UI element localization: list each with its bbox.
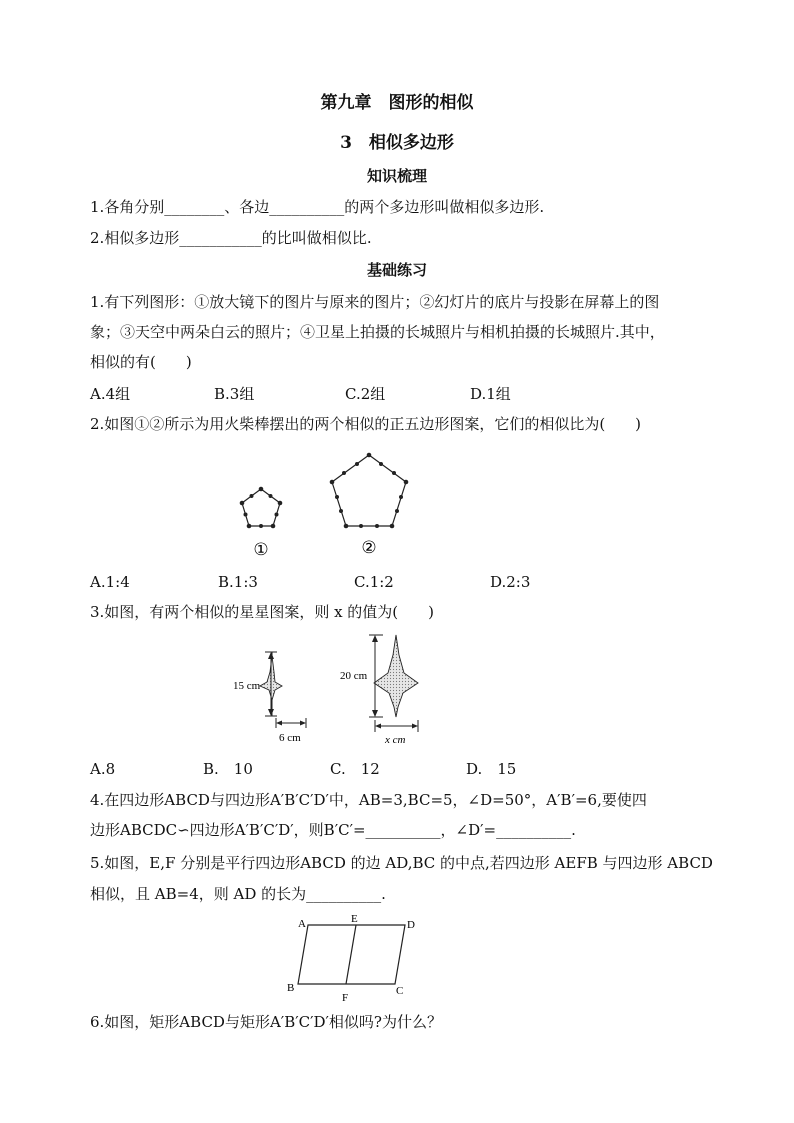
label-b: B (287, 982, 295, 994)
q2-option-b: B.1:3 (218, 573, 258, 591)
dimension-width-2 (375, 720, 418, 732)
dim-6cm: 6 cm (279, 732, 301, 744)
q6-text: 6.如图，矩形ABCD与矩形A′B′C′D′相似吗?为什么？ (90, 1013, 442, 1031)
q2-text: 2.如图①②所示为用火柴棒摆出的两个相似的正五边形图案，它们的相似比为( ) (90, 415, 642, 433)
pentagon-small (240, 487, 283, 529)
segment-ef (346, 925, 356, 984)
label-c: C (396, 985, 404, 997)
dimension-height-2 (369, 635, 383, 717)
dim-15cm: 15 cm (233, 680, 261, 692)
q3-text: 3.如图，有两个相似的星星图案，则 x 的值为( ) (90, 603, 435, 621)
q1-option-c: C.2组 (345, 385, 386, 403)
dim-xcm: x cm (385, 734, 406, 746)
q1-option-b: B.3组 (214, 385, 255, 403)
q1-option-d: D.1组 (470, 385, 511, 403)
label-e: E (351, 913, 358, 925)
q3-option-a: A.8 (90, 760, 116, 778)
q3-option-d: D. 15 (466, 760, 517, 778)
q1-option-a: A.4组 (90, 385, 131, 403)
pentagon-large (330, 453, 409, 529)
pentagon-figures (230, 455, 430, 565)
figure-label-2: ② (361, 538, 377, 557)
q1-line-2: 象；③天空中两朵白云的照片；④卫星上拍摄的长城照片与相机拍摄的长城照片.其中， (90, 323, 665, 341)
dimension-width-1 (276, 718, 306, 728)
chapter-title: 第九章 图形的相似 (320, 93, 474, 113)
q5-line-1: 5.如图，E,F 分别是平行四边形ABCD 的边 AD,BC 的中点,若四边形 AEFB 与四边形 ABCD (90, 854, 713, 872)
knowledge-item-1: 1.各角分别________、各边__________的两个多边形叫做相似多边形. (90, 198, 545, 216)
knowledge-item-2: 2.相似多边形___________的比叫做相似比. (90, 229, 372, 247)
q4-line-1: 4.在四边形ABCD与四边形A′B′C′D′中，AB=3,BC=5，∠D=50°，A′B′=6,要使四 (90, 791, 647, 809)
star-figures (230, 635, 440, 747)
section-title: 3 相似多边形 (340, 133, 454, 153)
star-large (374, 635, 418, 717)
q3-option-c: C. 12 (330, 760, 380, 778)
q2-option-d: D.2:3 (490, 573, 531, 591)
parallelogram-figure (285, 913, 420, 1005)
q1-line-3: 相似的有( ) (90, 353, 192, 371)
q4-line-2: 边形ABCDC∽四边形A′B′C′D′，则B′C′=__________，∠D′=__________. (90, 821, 576, 839)
dim-20cm: 20 cm (340, 670, 368, 682)
q2-option-c: C.1:2 (354, 573, 394, 591)
figure-label-1: ① (253, 540, 269, 559)
label-d: D (407, 919, 415, 931)
q3-option-b: B. 10 (203, 760, 253, 778)
label-a: A (298, 918, 306, 930)
basics-heading: 基础练习 (366, 261, 427, 279)
q1-line-1: 1.有下列图形：①放大镜下的图片与原来的图片；②幻灯片的底片与投影在屏幕上的图 (90, 293, 660, 311)
label-f: F (342, 992, 349, 1004)
knowledge-heading: 知识梳理 (366, 167, 427, 185)
q2-option-a: A.1:4 (90, 573, 130, 591)
q5-line-2: 相似，且 AB=4，则 AD 的长为__________. (90, 885, 386, 903)
